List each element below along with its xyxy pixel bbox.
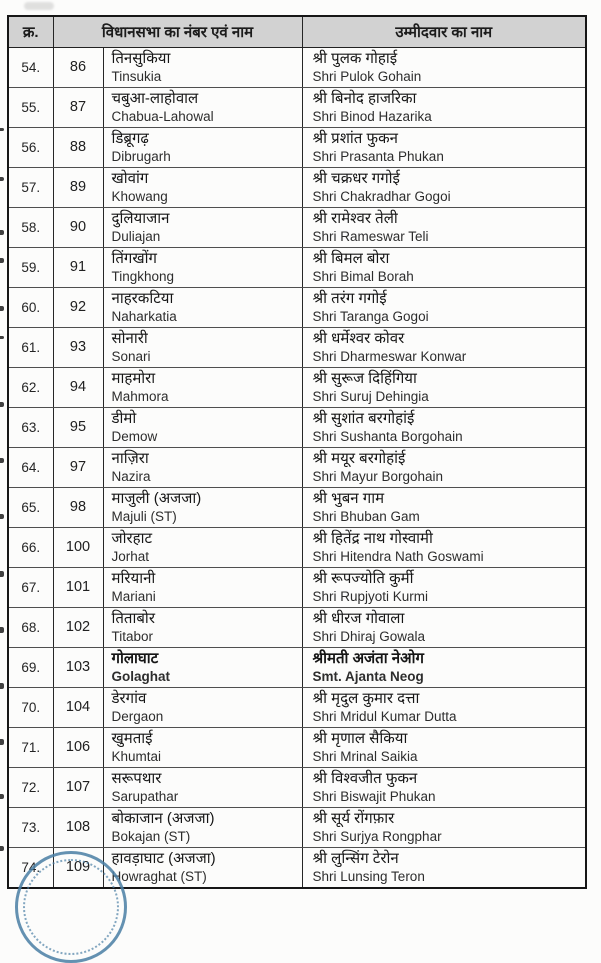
constituency-name-cell	[103, 847, 302, 888]
candidate-name-cell	[302, 447, 586, 487]
table-row	[8, 327, 586, 367]
table-row	[8, 367, 586, 407]
constituency-name-english: Naharkatia	[111, 308, 177, 324]
constituency-name-cell	[103, 247, 302, 287]
candidate-name-cell	[302, 367, 586, 407]
constituency-name-cell	[103, 527, 302, 567]
candidate-name-english: Shri Pulok Gohain	[312, 68, 422, 84]
candidate-name-hindi: श्री लुन्सिंग टेरोन	[312, 849, 399, 867]
candidate-name-english: Shri Surjya Rongphar	[312, 828, 442, 844]
candidate-name-english: Shri Bimal Borah	[312, 268, 414, 284]
constituency-name-hindi: सोनारी	[111, 329, 148, 347]
constituency-name-cell	[103, 327, 302, 367]
constituency-name-english: Duliajan	[111, 228, 161, 244]
constituency-number-cell: 93	[53, 327, 103, 367]
constituency-number-cell: 109	[53, 847, 103, 888]
table-row	[8, 127, 586, 167]
candidate-name-english: Shri Hitendra Nath Goswami	[312, 548, 484, 564]
table-row	[8, 607, 586, 647]
constituency-name-hindi: नाज़िरा	[111, 449, 149, 467]
constituency-name-english: Mahmora	[111, 388, 169, 404]
candidate-name-cell	[302, 847, 586, 888]
candidate-name-hindi: श्री सूर्य रोंगफ़ार	[312, 809, 395, 827]
constituency-name-cell	[103, 687, 302, 727]
scan-artifact-mark	[0, 177, 4, 181]
table-row	[8, 247, 586, 287]
table-row	[8, 87, 586, 127]
candidate-name-hindi: श्री सुरूज दिहिंगिया	[312, 369, 417, 387]
constituency-name-english: Dergaon	[111, 708, 164, 724]
candidate-name-hindi: श्री बिनोद हाजरिका	[312, 89, 417, 107]
constituency-name-english: Bokajan (ST)	[111, 828, 191, 844]
table-row	[8, 647, 586, 687]
candidates-table	[7, 15, 587, 889]
constituency-name-cell	[103, 167, 302, 207]
candidate-name-cell	[302, 807, 586, 847]
scan-smudge	[24, 2, 54, 10]
constituency-name-hindi: गोलाघाट	[111, 649, 159, 667]
constituency-name-english: Nazira	[111, 468, 151, 484]
constituency-name-hindi: जोरहाट	[111, 529, 153, 547]
scan-artifact-mark	[0, 458, 4, 463]
constituency-name-hindi: तिंगखोंग	[111, 249, 157, 267]
serial-number-cell: 74.	[8, 847, 53, 888]
table-row	[8, 407, 586, 447]
official-seal-partial	[15, 851, 127, 963]
serial-number-cell: 70.	[8, 687, 53, 727]
constituency-name-cell	[103, 127, 302, 167]
serial-number-cell: 71.	[8, 727, 53, 767]
constituency-number-cell: 89	[53, 167, 103, 207]
constituency-number-cell: 108	[53, 807, 103, 847]
constituency-number-cell: 95	[53, 407, 103, 447]
table-row	[8, 567, 586, 607]
serial-number-cell: 64.	[8, 447, 53, 487]
constituency-number-cell: 94	[53, 367, 103, 407]
candidate-name-cell	[302, 527, 586, 567]
serial-number-cell: 63.	[8, 407, 53, 447]
constituency-name-english: Sonari	[111, 348, 151, 364]
candidate-name-hindi: श्री विश्वजीत फुकन	[312, 769, 418, 787]
table-row	[8, 287, 586, 327]
candidate-name-english: Shri Prasanta Phukan	[312, 148, 444, 164]
constituency-name-hindi: डेरगांव	[111, 689, 147, 707]
serial-number-cell: 58.	[8, 207, 53, 247]
constituency-number-cell: 87	[53, 87, 103, 127]
serial-number-cell: 66.	[8, 527, 53, 567]
scan-artifact-mark	[0, 128, 4, 131]
candidate-name-cell	[302, 167, 586, 207]
constituency-name-english: Dibrugarh	[111, 148, 171, 164]
constituency-name-english: Jorhat	[111, 548, 150, 564]
constituency-name-hindi: नाहरकटिया	[111, 289, 174, 307]
serial-number-cell: 62.	[8, 367, 53, 407]
constituency-name-hindi: हावड़ाघाट (अजजा)	[111, 849, 216, 867]
serial-number-cell: 67.	[8, 567, 53, 607]
constituency-name-english: Sarupathar	[111, 788, 179, 804]
candidate-name-hindi: श्री हितेंद्र नाथ गोस्वामी	[312, 529, 433, 547]
constituency-name-cell	[103, 607, 302, 647]
table-row	[8, 47, 586, 87]
constituency-number-cell: 104	[53, 687, 103, 727]
candidate-name-hindi: श्री पुलक गोहाई	[312, 49, 398, 67]
scan-artifact-mark	[0, 739, 4, 745]
constituency-number-cell: 91	[53, 247, 103, 287]
candidate-name-english: Shri Biswajit Phukan	[312, 788, 436, 804]
constituency-number-cell: 86	[53, 47, 103, 87]
candidate-name-hindi: श्री तरंग गगोई	[312, 289, 387, 307]
candidate-name-hindi: श्री सुशांत बरगोहांई	[312, 409, 415, 427]
constituency-name-cell	[103, 487, 302, 527]
candidate-name-english: Shri Chakradhar Gogoi	[312, 188, 451, 204]
constituency-name-hindi: माहमोरा	[111, 369, 156, 387]
candidate-name-english: Shri Bhuban Gam	[312, 508, 420, 524]
candidate-name-hindi: श्रीमती अजंता नेओग	[312, 649, 424, 667]
constituency-name-hindi: मरियानी	[111, 569, 156, 587]
constituency-name-cell	[103, 287, 302, 327]
candidate-name-cell	[302, 207, 586, 247]
candidate-name-cell	[302, 247, 586, 287]
constituency-name-cell	[103, 767, 302, 807]
table-row	[8, 767, 586, 807]
constituency-name-cell	[103, 647, 302, 687]
table-row	[8, 487, 586, 527]
constituency-name-english: Chabua-Lahowal	[111, 108, 214, 124]
scan-artifact-mark	[0, 846, 4, 851]
scan-artifact-mark	[0, 571, 4, 577]
constituency-number-cell: 107	[53, 767, 103, 807]
constituency-name-english: Howraghat (ST)	[111, 868, 207, 884]
constituency-number-cell: 100	[53, 527, 103, 567]
header-constituency-number-and-name: विधानसभा का नंबर एवं नाम	[53, 16, 302, 47]
constituency-name-hindi: डिब्रूगढ़	[111, 129, 149, 147]
constituency-number-cell: 102	[53, 607, 103, 647]
table-row	[8, 447, 586, 487]
constituency-name-english: Titabor	[111, 628, 154, 644]
constituency-number-cell: 90	[53, 207, 103, 247]
constituency-number-cell: 106	[53, 727, 103, 767]
constituency-name-hindi: खोवांग	[111, 169, 149, 187]
candidate-name-cell	[302, 607, 586, 647]
candidate-name-cell	[302, 487, 586, 527]
constituency-name-english: Majuli (ST)	[111, 508, 177, 524]
candidate-name-cell	[302, 567, 586, 607]
constituency-name-cell	[103, 47, 302, 87]
candidate-name-hindi: श्री रामेश्वर तेली	[312, 209, 398, 227]
scan-artifact-mark	[0, 794, 4, 799]
candidate-name-english: Shri Dharmeswar Konwar	[312, 348, 467, 364]
header-serial-number: क्र.	[8, 16, 53, 47]
candidate-name-hindi: श्री रूपज्योति कुर्मी	[312, 569, 414, 587]
serial-number-cell: 59.	[8, 247, 53, 287]
candidate-name-cell	[302, 127, 586, 167]
table-row	[8, 687, 586, 727]
scan-artifact-mark	[0, 306, 4, 311]
scan-artifact-mark	[0, 627, 4, 633]
candidate-name-english: Shri Mrinal Saikia	[312, 748, 418, 764]
constituency-name-hindi: डीमो	[111, 409, 137, 427]
constituency-name-hindi: तिताबोर	[111, 609, 155, 627]
candidate-name-english: Shri Taranga Gogoi	[312, 308, 429, 324]
candidate-name-english: Smt. Ajanta Neog	[312, 668, 424, 684]
candidate-name-hindi: श्री धर्मेश्वर कोवर	[312, 329, 405, 347]
serial-number-cell: 60.	[8, 287, 53, 327]
constituency-number-cell: 88	[53, 127, 103, 167]
candidate-name-hindi: श्री मयूर बरगोहांई	[312, 449, 406, 467]
candidate-name-cell	[302, 87, 586, 127]
candidate-name-hindi: श्री चक्रधर गगोई	[312, 169, 400, 187]
constituency-name-english: Tingkhong	[111, 268, 175, 284]
serial-number-cell: 72.	[8, 767, 53, 807]
constituency-name-cell	[103, 207, 302, 247]
serial-number-cell: 73.	[8, 807, 53, 847]
serial-number-cell: 68.	[8, 607, 53, 647]
serial-number-cell: 56.	[8, 127, 53, 167]
candidate-name-english: Shri Dhiraj Gowala	[312, 628, 426, 644]
constituency-name-cell	[103, 807, 302, 847]
constituency-name-hindi: बोकाजान (अजजा)	[111, 809, 215, 827]
constituency-name-hindi: माजुली (अजजा)	[111, 489, 202, 507]
candidate-name-english: Shri Rameswar Teli	[312, 228, 429, 244]
candidate-name-cell	[302, 47, 586, 87]
scan-artifact-mark	[0, 336, 4, 339]
constituency-name-cell	[103, 367, 302, 407]
constituency-number-cell: 101	[53, 567, 103, 607]
table-header-row	[8, 16, 586, 47]
serial-number-cell: 57.	[8, 167, 53, 207]
serial-number-cell: 54.	[8, 47, 53, 87]
candidate-name-english: Shri Lunsing Teron	[312, 868, 425, 884]
header-candidate-name: उम्मीदवार का नाम	[302, 16, 586, 47]
constituency-name-cell	[103, 567, 302, 607]
candidate-name-hindi: श्री मृदुल कुमार दत्ता	[312, 689, 420, 707]
candidate-name-hindi: श्री मृणाल सैकिया	[312, 729, 408, 747]
constituency-name-hindi: दुलियाजान	[111, 209, 170, 227]
candidate-name-cell	[302, 767, 586, 807]
candidate-name-hindi: श्री बिमल बोरा	[312, 249, 390, 267]
constituency-name-english: Mariani	[111, 588, 156, 604]
candidate-name-hindi: श्री प्रशांत फुकन	[312, 129, 398, 147]
candidate-name-cell	[302, 287, 586, 327]
scan-artifact-mark	[0, 514, 4, 519]
candidate-name-cell	[302, 687, 586, 727]
candidate-name-english: Shri Rupjyoti Kurmi	[312, 588, 429, 604]
constituency-number-cell: 92	[53, 287, 103, 327]
constituency-name-hindi: खुमताई	[111, 729, 153, 747]
constituency-name-english: Demow	[111, 428, 158, 444]
constituency-name-english: Khowang	[111, 188, 168, 204]
table-row	[8, 207, 586, 247]
constituency-name-cell	[103, 407, 302, 447]
constituency-name-english: Khumtai	[111, 748, 162, 764]
candidate-name-hindi: श्री धीरज गोवाला	[312, 609, 405, 627]
constituency-name-english: Tinsukia	[111, 68, 162, 84]
constituency-number-cell: 98	[53, 487, 103, 527]
table-row	[8, 167, 586, 207]
constituency-name-cell	[103, 447, 302, 487]
serial-number-cell: 65.	[8, 487, 53, 527]
candidate-name-english: Shri Mayur Borgohain	[312, 468, 444, 484]
candidate-name-cell	[302, 647, 586, 687]
constituency-name-cell	[103, 87, 302, 127]
constituency-number-cell: 103	[53, 647, 103, 687]
scan-artifact-mark	[0, 230, 4, 235]
constituency-name-hindi: तिनसुकिया	[111, 49, 171, 67]
table-row	[8, 527, 586, 567]
candidate-name-cell	[302, 727, 586, 767]
table-body	[8, 47, 586, 888]
constituency-name-hindi: सरूपथार	[111, 769, 162, 787]
constituency-name-hindi: चबुआ-लाहोवाल	[111, 89, 199, 107]
candidate-name-english: Shri Suruj Dehingia	[312, 388, 429, 404]
candidate-name-cell	[302, 327, 586, 367]
constituency-number-cell: 97	[53, 447, 103, 487]
candidate-name-english: Shri Mridul Kumar Dutta	[312, 708, 457, 724]
serial-number-cell: 55.	[8, 87, 53, 127]
constituency-name-cell	[103, 727, 302, 767]
table-row	[8, 727, 586, 767]
table-row	[8, 807, 586, 847]
serial-number-cell: 61.	[8, 327, 53, 367]
serial-number-cell: 69.	[8, 647, 53, 687]
candidate-name-english: Shri Sushanta Borgohain	[312, 428, 463, 444]
scan-artifact-mark	[0, 402, 4, 407]
candidate-name-cell	[302, 407, 586, 447]
candidate-name-hindi: श्री भुबन गाम	[312, 489, 385, 507]
constituency-name-english: Golaghat	[111, 668, 171, 684]
candidate-name-english: Shri Binod Hazarika	[312, 108, 432, 124]
scan-artifact-mark	[0, 258, 4, 263]
scan-artifact-mark	[0, 683, 4, 689]
